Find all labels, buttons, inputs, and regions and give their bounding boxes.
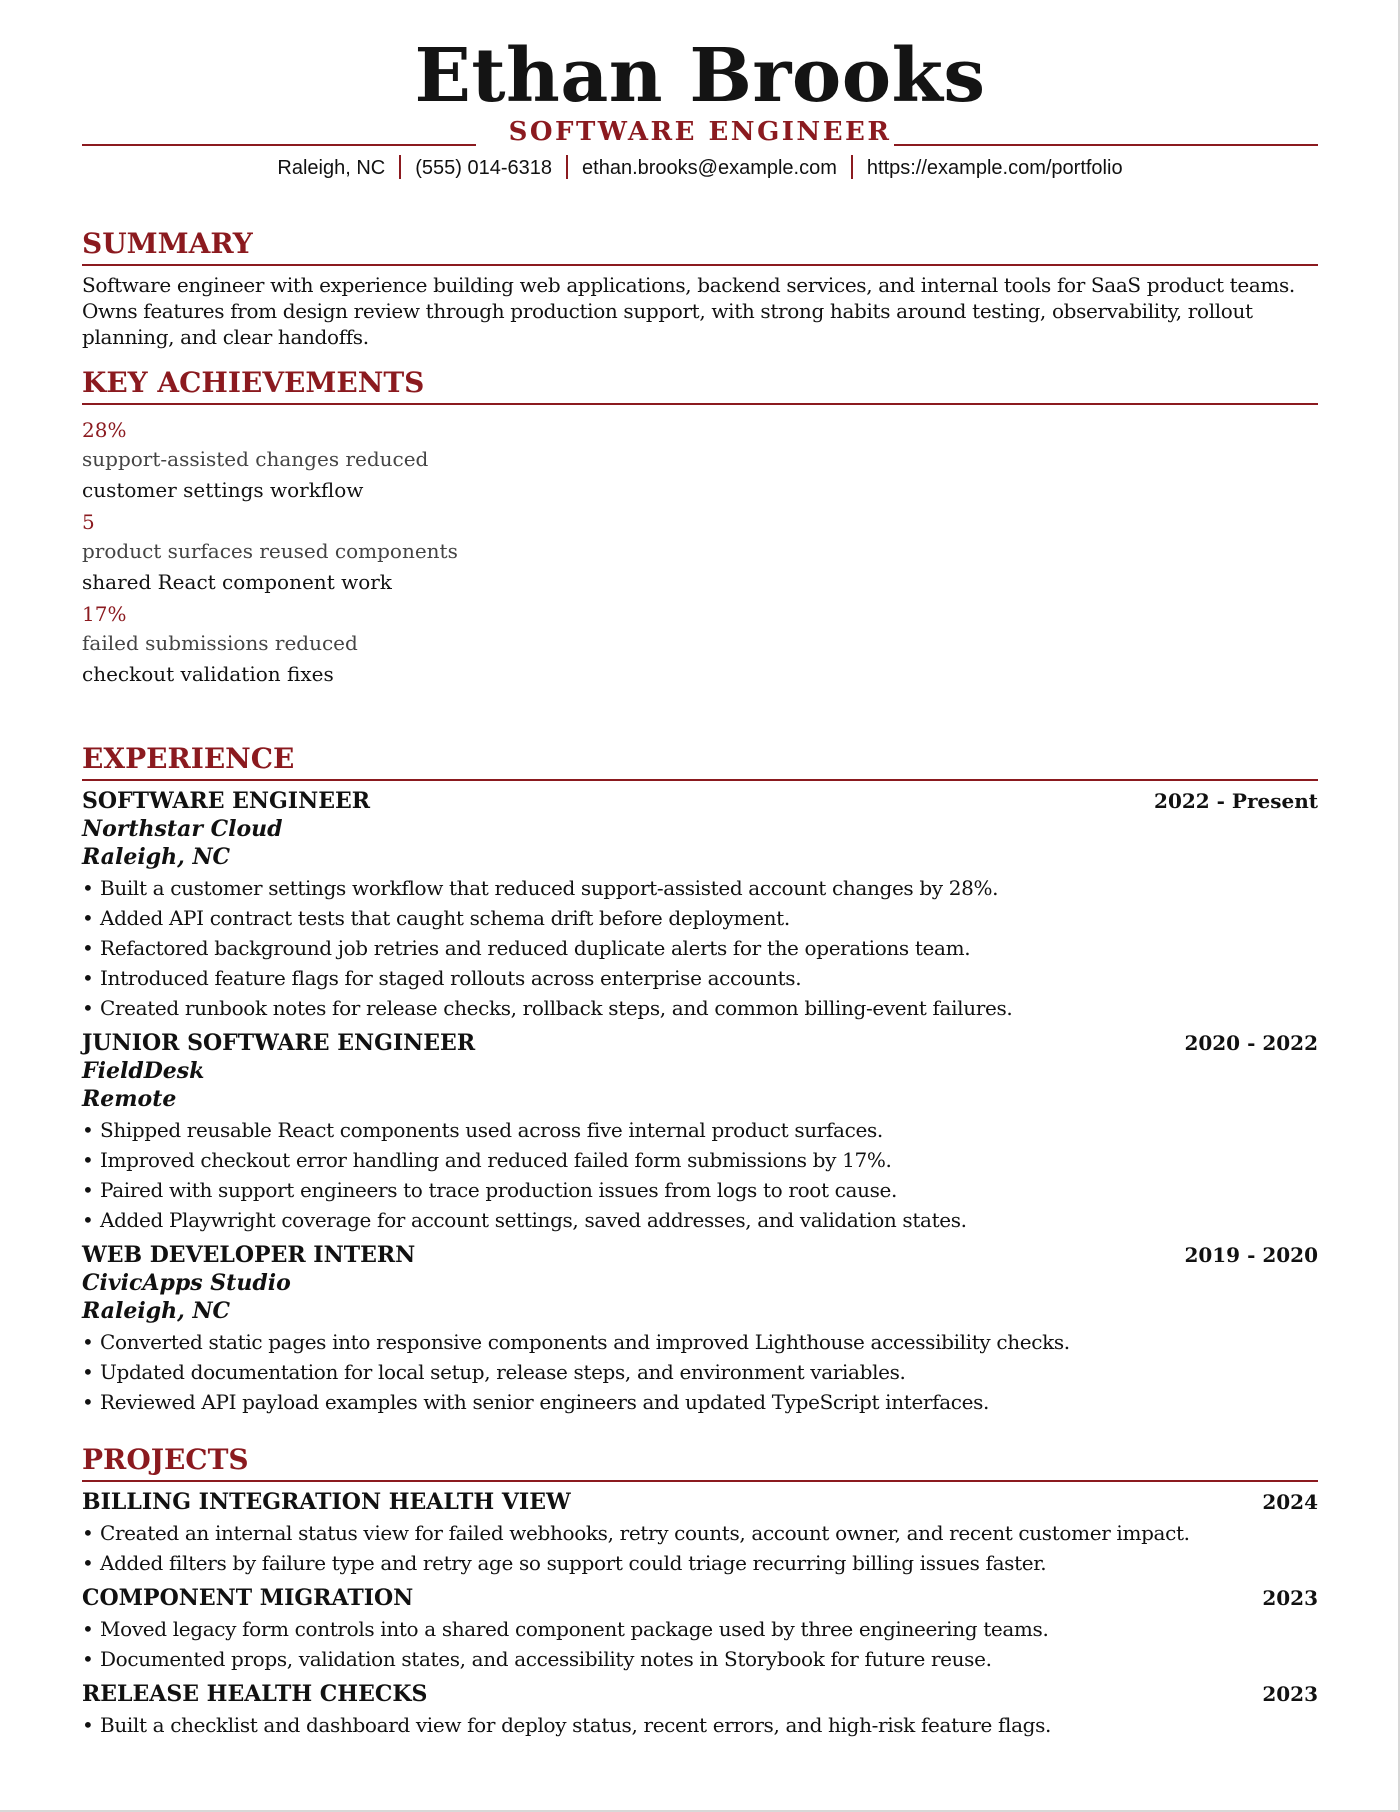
- project-entry: [82, 1584, 1318, 1674]
- job-role: SOFTWARE ENGINEER: [82, 788, 371, 814]
- bullet-item: • Moved legacy form controls into a shared component package used by three engineering teams.: [82, 1614, 1318, 1644]
- project-bullets: [82, 1710, 1318, 1740]
- bullet-item: • Added Playwright coverage for account settings, saved addresses, and validation states.: [82, 1205, 1318, 1235]
- achievement-metric: 28%: [82, 418, 127, 442]
- job-dates: 2022 - Present: [1154, 789, 1318, 813]
- section-heading: PROJECTS: [82, 1442, 1318, 1482]
- project-year: 2024: [1262, 1490, 1318, 1514]
- project-bullets: [82, 1614, 1318, 1674]
- experience-section: [82, 741, 1318, 1417]
- bullet-item: • Introduced feature flags for staged rollouts across enterprise accounts.: [82, 963, 1318, 993]
- achievements-section: [82, 365, 1318, 691]
- job-bullets: [82, 1115, 1318, 1235]
- job-company: CivicApps Studio: [82, 1270, 291, 1296]
- job-location: Raleigh, NC: [82, 844, 231, 870]
- bullet-item: • Created runbook notes for release checks, rollback steps, and common billing-event failures.: [82, 993, 1318, 1023]
- experience-entry: [82, 1029, 1318, 1235]
- job-bullets: [82, 1327, 1318, 1417]
- bullet-item: • Built a checklist and dashboard view for deploy status, recent errors, and high-risk feature flags.: [82, 1710, 1318, 1740]
- project-header: [82, 1584, 1318, 1612]
- job-dates: 2020 - 2022: [1184, 1031, 1318, 1055]
- experience-entry: [82, 1241, 1318, 1417]
- job-dates: 2019 - 2020: [1184, 1243, 1318, 1267]
- bullet-item: • Improved checkout error handling and reduced failed form submissions by 17%.: [82, 1145, 1318, 1175]
- bullet-item: • Converted static pages into responsive components and improved Lighthouse accessibility checks.: [82, 1327, 1318, 1357]
- job-role: JUNIOR SOFTWARE ENGINEER: [82, 1030, 476, 1056]
- contact-email[interactable]: ethan.brooks@example.com: [582, 157, 837, 179]
- projects-section: [82, 1442, 1318, 1740]
- contact-website[interactable]: https://example.com/portfolio: [866, 157, 1123, 179]
- bullet-item: • Added API contract tests that caught schema drift before deployment.: [82, 903, 1318, 933]
- bullet-item: • Paired with support engineers to trace production issues from logs to root cause.: [82, 1175, 1318, 1205]
- job-location: Remote: [82, 1086, 177, 1112]
- project-name: BILLING INTEGRATION HEALTH VIEW: [82, 1489, 571, 1515]
- title-row: [82, 114, 1318, 150]
- achievement-context: customer settings workflow: [82, 478, 364, 502]
- bullet-item: • Created an internal status view for failed webhooks, retry counts, account owner, and recent customer impact.: [82, 1518, 1318, 1548]
- project-entry: [82, 1488, 1318, 1578]
- experience-header: [82, 787, 1318, 815]
- section-heading: EXPERIENCE: [82, 741, 1318, 781]
- project-entry: [82, 1680, 1318, 1740]
- summary-text: Software engineer with experience building web applications, backend services, and internal tools for SaaS product teams. Owns features from design review through production support, with strong habits around testing, observability, rollout planning, and clear handoffs.: [82, 273, 1295, 349]
- achievement-context: shared React component work: [82, 570, 392, 594]
- job-role: WEB DEVELOPER INTERN: [82, 1242, 416, 1268]
- project-bullets: [82, 1518, 1318, 1578]
- section-heading: KEY ACHIEVEMENTS: [82, 365, 1318, 405]
- contact-line: [82, 154, 1318, 182]
- achievement-metric: 17%: [82, 602, 127, 626]
- achievement-metric: 5: [82, 510, 95, 534]
- bullet-item: • Refactored background job retries and reduced duplicate alerts for the operations team.: [82, 933, 1318, 963]
- project-year: 2023: [1262, 1682, 1318, 1706]
- bullet-item: • Added filters by failure type and retry age so support could triage recurring billing issues faster.: [82, 1548, 1318, 1578]
- contact-separator: [566, 155, 568, 179]
- experience-header: [82, 1029, 1318, 1057]
- achievement-label: product surfaces reused components: [82, 539, 458, 563]
- bullet-item: • Reviewed API payload examples with senior engineers and updated TypeScript interfaces.: [82, 1387, 1318, 1417]
- job-company: Northstar Cloud: [82, 816, 283, 842]
- bullet-item: • Updated documentation for local setup, release steps, and environment variables.: [82, 1357, 1318, 1387]
- achievements-list: [82, 415, 1318, 691]
- achievement-item: [82, 415, 1318, 507]
- achievement-item: [82, 599, 1318, 691]
- project-name: RELEASE HEALTH CHECKS: [82, 1681, 428, 1707]
- project-header: [82, 1488, 1318, 1516]
- section-heading: SUMMARY: [82, 226, 1318, 266]
- bullet-item: • Documented props, validation states, and accessibility notes in Storybook for future reuse.: [82, 1644, 1318, 1674]
- achievement-context: checkout validation fixes: [82, 662, 334, 686]
- contact-location: Raleigh, NC: [277, 157, 386, 179]
- project-name: COMPONENT MIGRATION: [82, 1585, 414, 1611]
- contact-phone: (555) 014-6318: [415, 157, 553, 179]
- achievement-label: failed submissions reduced: [82, 631, 358, 655]
- project-header: [82, 1680, 1318, 1708]
- summary-section: [82, 226, 1318, 350]
- contact-separator: [399, 155, 401, 179]
- contact-separator: [851, 155, 853, 179]
- bullet-item: • Built a customer settings workflow that reduced support-assisted account changes by 28%.: [82, 873, 1318, 903]
- achievement-label: support-assisted changes reduced: [82, 447, 429, 471]
- candidate-title: SOFTWARE ENGINEER: [508, 117, 892, 147]
- bullet-item: • Shipped reusable React components used across five internal product surfaces.: [82, 1115, 1318, 1145]
- job-company: FieldDesk: [82, 1058, 205, 1084]
- job-location: Raleigh, NC: [82, 1298, 231, 1324]
- experience-entry: [82, 787, 1318, 1023]
- candidate-name: Ethan Brooks: [414, 33, 986, 119]
- achievement-item: [82, 507, 1318, 599]
- job-bullets: [82, 873, 1318, 1023]
- project-year: 2023: [1262, 1586, 1318, 1610]
- experience-header: [82, 1241, 1318, 1269]
